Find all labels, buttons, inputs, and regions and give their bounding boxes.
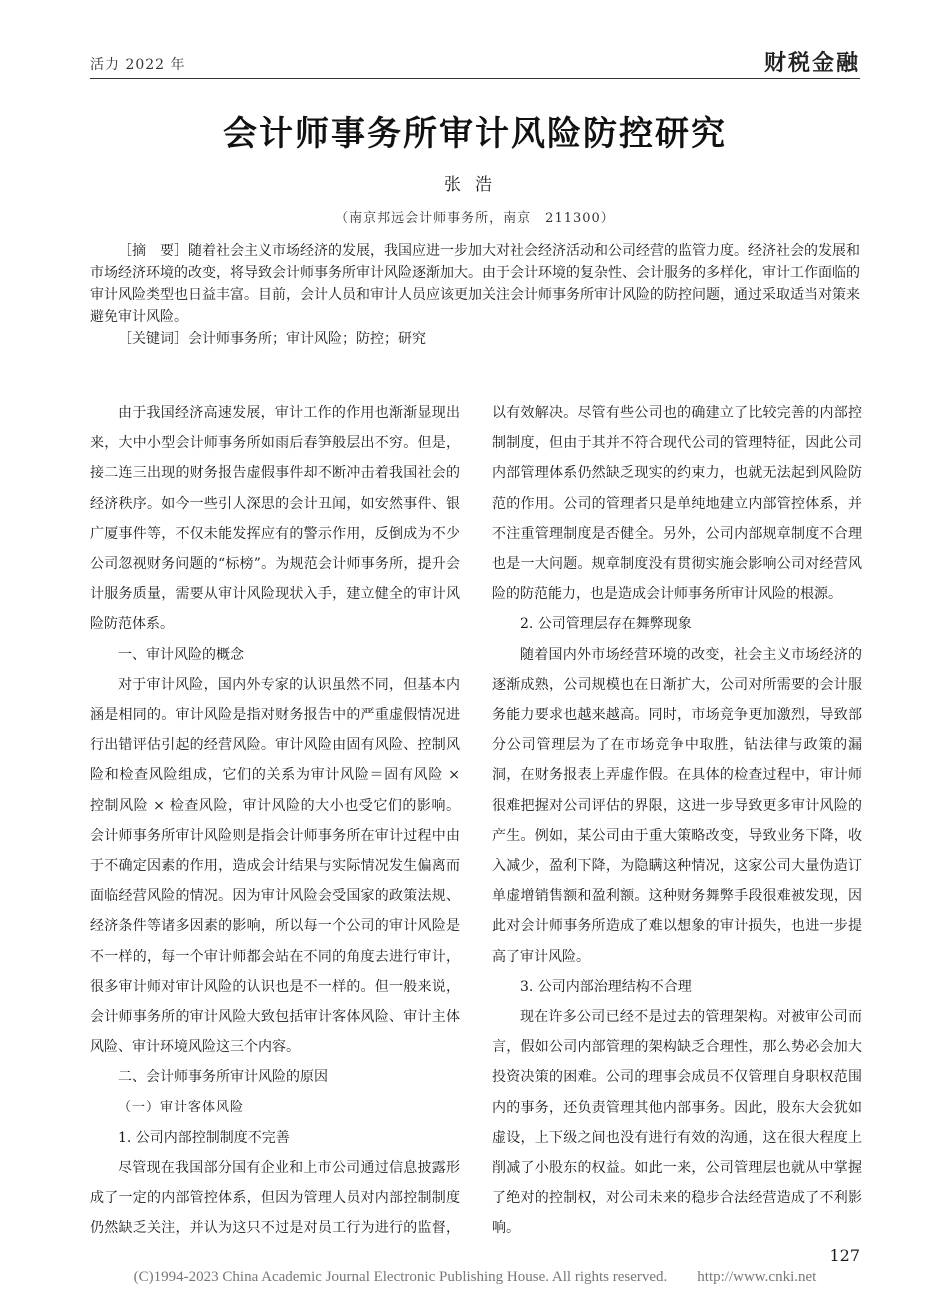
author-name: 张浩 [444, 175, 506, 195]
paragraph: 以有效解决。尽管有些公司也的确建立了比较完善的内部控制制度，但由于其并不符合现代公司的管理特征，因此公司内部管理体系仍然缺乏现实的约束力，也就无法起到风险防范的作用。公司的管理者只是单纯地建立内部管控体系，并不注重管理制度是否健全。另外，公司内部规章制度不合理也是一大问题。规章制度没有贯彻实施会影响公司对经营风险的防范能力，也是造成会计师事务所审计风险的根源。 [492, 405, 862, 603]
keywords: ［关键词］会计师事务所；审计风险；防控；研究 [118, 331, 426, 347]
paragraph: 由于我国经济高速发展，审计工作的作用也渐渐显现出来，大中小型会计师事务所如雨后春笋般层出不穷。但是，接二连三出现的财务报告虚假事件却不断冲击着我国社会的经济秩序。如今一些引人深思的会计丑闻，如安然事件、银广厦事件等，不仅未能发挥应有的警示作用，反倒成为不少公司忽视财务问题的“标榜”。为规范会计师事务所，提升会计服务质量，需要从审计风险现状入手，建立健全的审计风险防范体系。 [90, 405, 460, 633]
abstract-text: ［摘 要］随着社会主义市场经济的发展，我国应进一步加大对社会经济活动和公司经营的监管力度。经济社会的发展和市场经济环境的改变，将导致会计师事务所审计风险逐渐加大。由于会计环境的复杂性、会计服务的多样化，审计工作面临的审计风险类型也日益丰富。目前，会计人员和审计人员应该更加关注会计师事务所审计风险的防控问题，通过采取适当对策来避免审计风险。 [90, 243, 860, 325]
body-columns [90, 398, 862, 1238]
running-head [90, 46, 860, 78]
copyright-footer: (C)1994-2023 China Academic Journal Electronic Publishing House. All rights reserved. http://www.cnki.net [133, 1269, 817, 1285]
section-label: 财税金融 [763, 51, 860, 76]
paragraph: 尽管现在我国部分国有企业和上市公司通过信息披露形成了一定的内部管控体系，但因为管理人员对内部控制制度仍然缺乏关注，并认为这只不过是对员工行为进行的监督， [90, 1160, 460, 1237]
page-number: 127 [829, 1246, 860, 1265]
paragraph: 随着国内外市场经营环境的改变，社会主义市场经济的逐渐成熟，公司规模也在日渐扩大，公司对所需要的会计服务能力要求也越来越高。同时，市场竞争更加激烈，导致部分公司管理层为了在市场竞争中取胜，钻法律与政策的漏洞，在财务报表上弄虚作假。在具体的检查过程中，审计师很难把握对公司评估的界限，这进一步导致更多审计风险的产生。例如，某公司由于重大策略改变，导致业务下降，收入减少，盈利下降，为隐瞒这种情况，这家公司大量伪造订单虚增销售额和盈利额。这种财务舞弊手段很难被发现，因此对会计师事务所造成了难以想象的审计损失，也进一步提高了审计风险。 [492, 646, 862, 965]
right-column [492, 398, 862, 1238]
issue-label: 活力 2022 年 [90, 57, 186, 73]
author-affiliation: （南京邦远会计师事务所，南京 211300） [335, 211, 615, 226]
left-column [90, 398, 460, 1238]
paragraph: 对于审计风险，国内外专家的认识虽然不同，但基本内涵是相同的。审计风险是指对财务报告中的严重虚假情况进行出错评估引起的经营风险。审计风险由固有风险、控制风险和检查风险组成，它们的关系为审计风险＝固有风险 × 控制风险 × 检查风险，审计风险的大小也受它们的影响。会计师事务所审计风险则是指会计师事务所在审计过程中由于不确定因素的作用，造成会计结果与实际情况发生偏离而面临经营风险的情况。因为审计风险会受国家的政策法规、经济条件等诸多因素的影响，所以每一个公司的审计风险是不一样的，每一个审计师都会站在不同的角度去进行审计，很多审计师对审计风险的认识也是不一样的。但一般来说，会计师事务所的审计风险大致包括审计客体风险、审计主体风险、审计环境风险这三个内容。 [90, 676, 460, 1056]
subsection-heading: （一）审计客体风险 [118, 1099, 245, 1115]
subsubsection-heading: 3. 公司内部治理结构不合理 [520, 978, 692, 995]
subsubsection-heading: 1. 公司内部控制制度不完善 [118, 1129, 290, 1146]
section-heading: 二、会计师事务所审计风险的原因 [118, 1069, 328, 1086]
section-heading: 一、审计风险的概念 [118, 646, 244, 663]
subsubsection-heading: 2. 公司管理层存在舞弊现象 [520, 616, 692, 633]
abstract-block [90, 240, 860, 350]
header-rule [90, 78, 860, 79]
paragraph: 现在许多公司已经不是过去的管理架构。对被审公司而言，假如公司内部管理的架构缺乏合理性，那么势必会加大投资决策的困难。公司的理事会成员不仅管理自身职权范围内的事务，还负责管理其他内部事务。因此，股东大会犹如虚设，上下级之间也没有进行有效的沟通，这在很大程度上削减了小股东的权益。如此一来，公司管理层也就从中掌握了绝对的控制权，对公司未来的稳步合法经营造成了不利影响。 [492, 1009, 862, 1237]
article-title: 会计师事务所审计风险防控研究 [223, 114, 727, 154]
